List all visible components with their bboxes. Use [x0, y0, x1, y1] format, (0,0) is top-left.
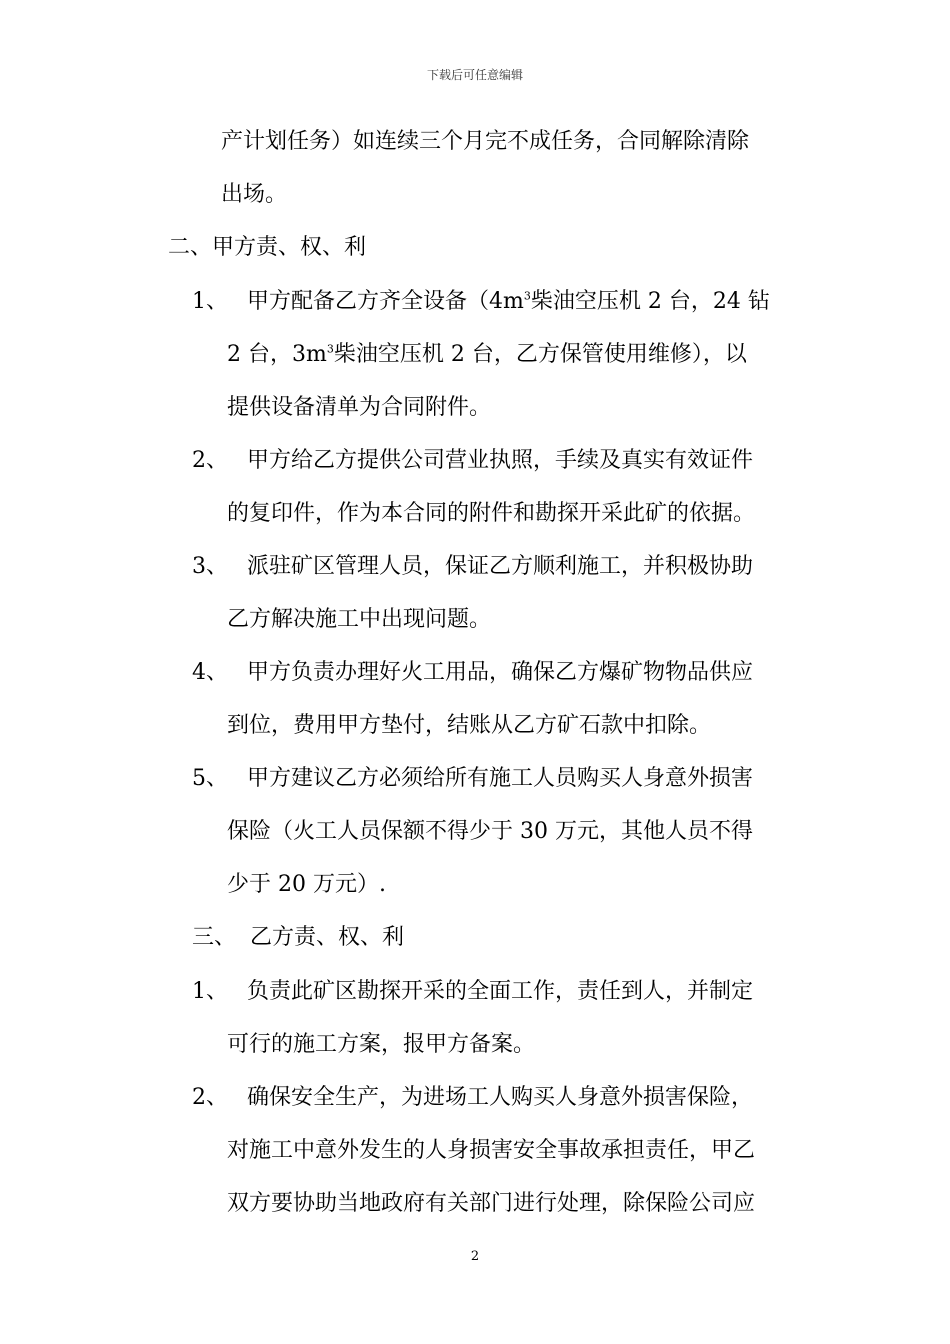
- section-2-item-3-line-2: 乙方解决施工中出现问题。: [227, 607, 492, 632]
- section-2-item-1-line-1: 甲方配备乙方齐全设备（$4m^3$柴油空压机 2 台，24 钻: [247, 289, 770, 314]
- continuation-line-2: 出场。: [221, 182, 288, 207]
- section-2-item-4-line-1: 甲方负责办理好火工用品，确保乙方爆矿物物品供应: [247, 660, 754, 685]
- section-2-item-5-line-2: 保险（火工人员保额不得少于 30 万元，其他人员不得: [227, 819, 753, 844]
- section-2-item-4-number: 4、: [192, 660, 228, 685]
- section-3-heading: 乙方责、权、利: [250, 925, 405, 950]
- section-2-item-1-line-3: 提供设备清单为合同附件。: [227, 395, 492, 420]
- section-2-item-5-number: 5、: [192, 766, 228, 791]
- section-2-item-1-number: 1、: [192, 289, 228, 314]
- section-3-item-2-line-1: 确保安全生产，为进场工人购买人身意外损害保险，: [247, 1085, 754, 1110]
- section-3-item-1-line-2: 可行的施工方案，报甲方备案。: [227, 1032, 536, 1057]
- page-header: 下载后可任意编辑: [426, 68, 523, 82]
- section-2-item-2-number: 2、: [192, 448, 228, 473]
- section-2-item-2-line-1: 甲方给乙方提供公司营业执照，手续及真实有效证件: [247, 448, 754, 473]
- section-3-item-2-line-3: 双方要协助当地政府有关部门进行处理，除保险公司应: [227, 1191, 756, 1216]
- section-2-item-2-line-2: 的复印件，作为本合同的附件和勘探开采此矿的依据。: [227, 501, 756, 526]
- page-number: 2: [470, 1249, 480, 1264]
- section-3-item-2-number: 2、: [192, 1085, 228, 1110]
- section-3-item-2-line-2: 对施工中意外发生的人身损害安全事故承担责任，甲乙: [227, 1138, 756, 1163]
- section-3-item-1-number: 1、: [192, 979, 228, 1004]
- section-2-item-1-line-2: 2 台，$3m^3$柴油空压机 2 台，乙方保管使用维修），以: [227, 342, 747, 367]
- section-2-item-5-line-1: 甲方建议乙方必须给所有施工人员购买人身意外损害: [247, 766, 754, 791]
- section-2-item-3-line-1: 派驻矿区管理人员，保证乙方顺利施工，并积极协助: [247, 554, 754, 579]
- section-3-item-1-line-1: 负责此矿区勘探开采的全面工作，责任到人，并制定: [247, 979, 754, 1004]
- section-2-heading: 二、甲方责、权、利: [168, 235, 367, 260]
- section-3-number: 三、: [192, 925, 237, 950]
- section-2-item-3-number: 3、: [192, 554, 228, 579]
- section-2-item-4-line-2: 到位，费用甲方垫付，结账从乙方矿石款中扣除。: [227, 713, 712, 738]
- continuation-line-1: 产计划任务）如连续三个月完不成任务，合同解除清除: [221, 129, 750, 154]
- section-2-item-5-line-3: 少于 20 万元）.: [227, 872, 386, 897]
